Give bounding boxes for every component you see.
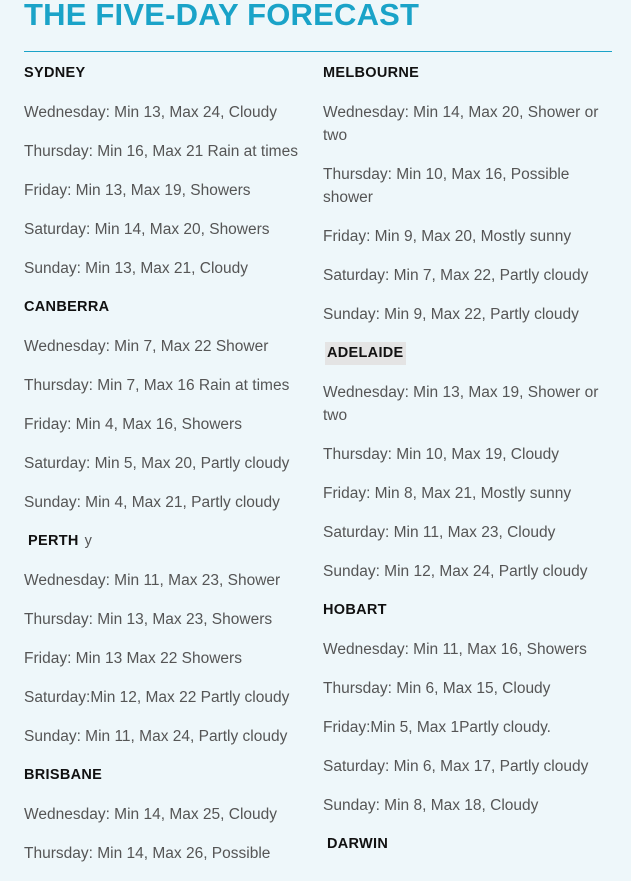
forecast-line: Sunday: Min 9, Max 22, Partly cloudy: [323, 306, 579, 323]
page-title: THE FIVE-DAY FORECAST: [24, 0, 420, 32]
forecast-line: Friday: Min 4, Max 16, Showers: [24, 416, 242, 433]
forecast-line: Friday: Min 8, Max 21, Mostly sunny: [323, 485, 572, 502]
forecast-line: Saturday: Min 5, Max 20, Partly cloudy: [24, 455, 290, 472]
forecast-line: Saturday: Min 14, Max 20, Showers: [24, 221, 270, 238]
city-heading-perth: [24, 530, 320, 553]
forecast-line: Saturday: Min 11, Max 23, Cloudy: [323, 524, 556, 541]
forecast-line: Friday: Min 9, Max 20, Mostly sunny: [323, 228, 572, 245]
city-heading-darwin: DARWIN: [327, 836, 389, 852]
right-column: [323, 62, 619, 872]
city-name-perth: PERTH: [28, 533, 79, 549]
title-divider: [24, 51, 612, 52]
stray-character: y: [84, 533, 93, 549]
city-heading-canberra: CANBERRA: [24, 299, 110, 315]
forecast-line: Wednesday: Min 13, Max 24, Cloudy: [24, 104, 278, 121]
left-column: [24, 62, 320, 881]
forecast-line: Sunday: Min 8, Max 18, Cloudy: [323, 797, 539, 814]
forecast-line: Wednesday: Min 14, Max 25, Cloudy: [24, 806, 278, 823]
forecast-line: Sunday: Min 13, Max 21, Cloudy: [24, 260, 249, 277]
forecast-line: Sunday: Min 11, Max 24, Partly cloudy: [24, 728, 288, 745]
forecast-line: Thursday: Min 10, Max 16, Possible shower: [323, 166, 570, 206]
forecast-line: Sunday: Min 4, Max 21, Partly cloudy: [24, 494, 280, 511]
forecast-line: Saturday:Min 12, Max 22 Partly cloudy: [24, 689, 290, 706]
forecast-line: Friday:Min 5, Max 1Partly cloudy.: [323, 719, 551, 736]
city-heading-brisbane: BRISBANE: [24, 767, 103, 783]
forecast-line: Wednesday: Min 13, Max 19, Shower or two: [323, 384, 599, 424]
forecast-line: Saturday: Min 6, Max 17, Partly cloudy: [323, 758, 589, 775]
forecast-line: Sunday: Min 12, Max 24, Partly cloudy: [323, 563, 588, 580]
forecast-line: Wednesday: Min 11, Max 16, Showers: [323, 641, 587, 658]
forecast-line: Friday: Min 13 Max 22 Showers: [24, 650, 242, 667]
forecast-line: Thursday: Min 10, Max 19, Cloudy: [323, 446, 560, 463]
forecast-line: Thursday: Min 16, Max 21 Rain at times: [24, 143, 298, 160]
forecast-line: Wednesday: Min 7, Max 22 Shower: [24, 338, 269, 355]
forecast-line: Wednesday: Min 11, Max 23, Shower: [24, 572, 281, 589]
city-heading-sydney: SYDNEY: [24, 65, 86, 81]
forecast-line: Thursday: Min 14, Max 26, Possible: [24, 845, 271, 862]
forecast-line: Thursday: Min 7, Max 16 Rain at times: [24, 377, 290, 394]
forecast-line: Wednesday: Min 14, Max 20, Shower or two: [323, 104, 599, 144]
forecast-line: Thursday: Min 13, Max 23, Showers: [24, 611, 273, 628]
city-heading-melbourne: MELBOURNE: [323, 65, 420, 81]
city-heading-adelaide: ADELAIDE: [325, 342, 406, 365]
city-heading-hobart: HOBART: [323, 602, 387, 618]
forecast-line: Friday: Min 13, Max 19, Showers: [24, 182, 251, 199]
forecast-line: Saturday: Min 7, Max 22, Partly cloudy: [323, 267, 589, 284]
forecast-line: Thursday: Min 6, Max 15, Cloudy: [323, 680, 551, 697]
